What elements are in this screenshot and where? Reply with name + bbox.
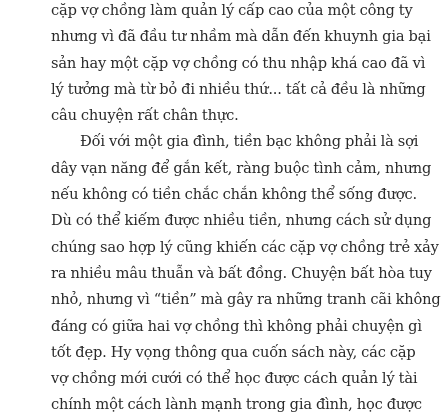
text-line: nếu không có tiền chắc chắn không thể sống được. <box>51 186 417 204</box>
text-line: nhỏ, nhưng vì “tiền” mà gây ra những tranh cãi không <box>51 291 441 309</box>
text-line: sản hay một cặp vợ chồng có thu nhập khá cao đã vì <box>51 54 426 72</box>
text-line: Dù có thể kiếm được nhiều tiền, nhưng cách sử dụng <box>51 212 432 230</box>
text-line: nhưng vì đã đầu tư nhầm mà dẫn đến khuynh gia bại <box>51 28 431 46</box>
text-line: cặp vợ chồng làm quản lý cấp cao của một công ty <box>51 2 413 19</box>
text-line: lý tưởng mà từ bỏ đi nhiều thứ... tất cả đều là những <box>51 80 426 98</box>
text-line: đáng có giữa hai vợ chồng thì không phải chuyện gì <box>51 317 422 335</box>
text-line: vợ chồng mới cưới có thể học được cách quản lý tài <box>51 370 418 388</box>
paragraph-2 <box>51 129 441 418</box>
text-line: chính một cách lành mạnh trong gia đình, học được <box>51 396 422 414</box>
text-line: dây vạn năng để gắn kết, ràng buộc tình cảm, nhưng <box>51 159 432 177</box>
body-text <box>51 0 441 419</box>
text-line: Đối với một gia đình, tiền bạc không phải là sợi <box>80 133 419 151</box>
text-line: chúng sao hợp lý cũng khiến các cặp vợ chồng trẻ xảy <box>51 238 439 256</box>
text-line: ra nhiều mâu thuẫn và bất đồng. Chuyện bất hòa tuy <box>51 264 432 282</box>
text-line: câu chuyện rất chân thực. <box>51 107 239 125</box>
paragraph-1 <box>51 0 431 129</box>
text-line: tốt đẹp. Hy vọng thông qua cuốn sách này, các cặp <box>51 343 416 361</box>
